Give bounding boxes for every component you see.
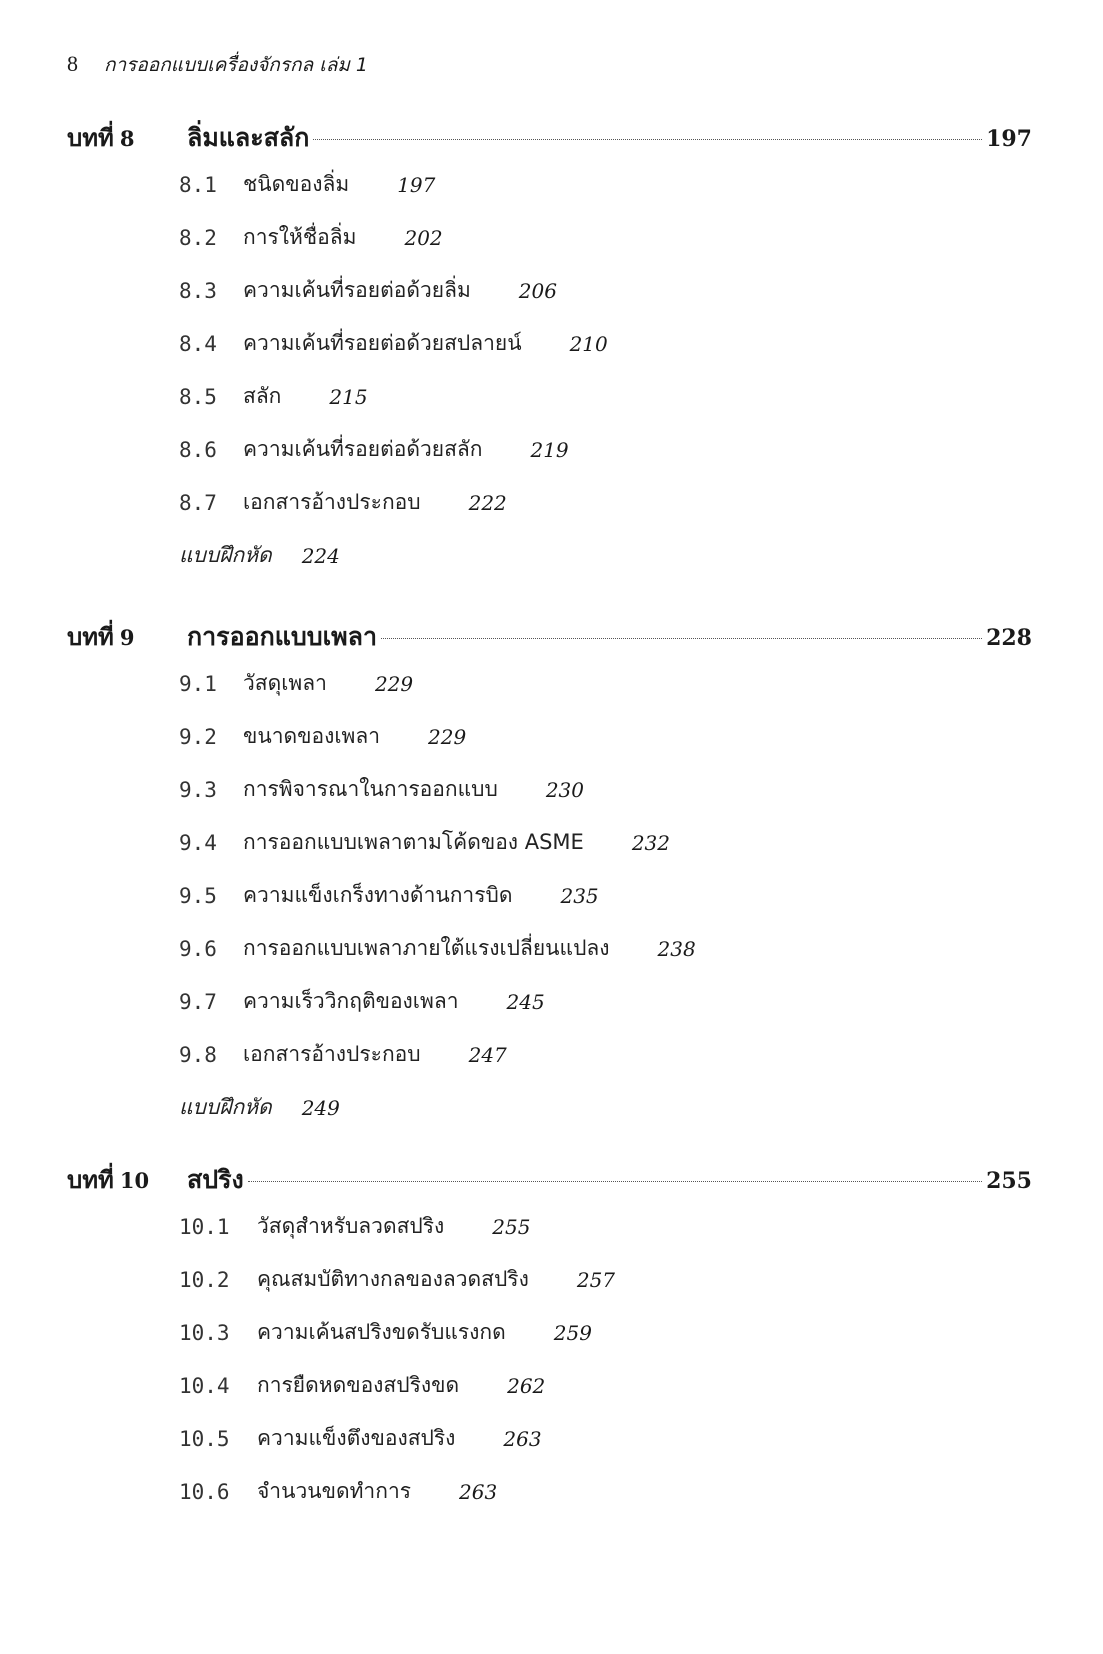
toc-item[interactable]: 10.1 วัสดุสำหรับลวดสปริง 255 (179, 1214, 531, 1239)
toc-item[interactable]: 8.3 ความเค้นที่รอยต่อด้วยลิ่ม 206 (179, 278, 557, 303)
toc-item[interactable]: 8.6 ความเค้นที่รอยต่อด้วยสลัก 219 (179, 437, 569, 462)
chapter-9 (67, 617, 1032, 1134)
chapter-label: บทที่ 8 (67, 124, 135, 152)
toc-item[interactable]: 8.1 ชนิดของลิ่ม 197 (179, 172, 436, 197)
chapter-heading[interactable] (67, 118, 1032, 158)
page-number: 8 (67, 51, 78, 76)
section-list (179, 657, 1032, 1134)
toc-item[interactable]: 9.8 เอกสารอ้างประกอบ 247 (179, 1042, 507, 1067)
chapter-page: 228 (986, 625, 1032, 651)
toc-item[interactable]: 9.2 ขนาดของเพลา 229 (179, 724, 467, 749)
toc-item[interactable]: 10.4 การยืดหดของสปริงขด 262 (179, 1373, 546, 1398)
chapter-page: 255 (986, 1168, 1032, 1194)
book-title: การออกแบบเครื่องจักรกล เล่ม 1 (104, 54, 368, 76)
toc-item[interactable]: 8.5 สลัก 215 (179, 384, 368, 409)
chapter-heading[interactable] (67, 617, 1032, 657)
toc-item[interactable]: 9.5 ความแข็งเกร็งทางด้านการบิด 235 (179, 883, 599, 908)
chapter-label: บทที่ 10 (67, 1166, 150, 1194)
toc-item[interactable]: 10.3 ความเค้นสปริงขดรับแรงกด 259 (179, 1320, 592, 1345)
dot-leader (381, 638, 982, 639)
toc-item[interactable]: 9.6 การออกแบบเพลาภายใต้แรงเปลี่ยนแปลง 238 (179, 936, 696, 961)
chapter-title: สปริง (187, 1165, 244, 1194)
chapter-heading[interactable] (67, 1160, 1032, 1200)
dot-leader (248, 1181, 982, 1182)
toc-item[interactable]: 8.4 ความเค้นที่รอยต่อด้วยสปลายน์ 210 (179, 331, 608, 356)
page-header (67, 50, 368, 80)
chapter-label: บทที่ 9 (67, 623, 135, 651)
toc-item[interactable]: 9.7 ความเร็ววิกฤติของเพลา 245 (179, 989, 545, 1014)
toc-item[interactable]: 9.4 การออกแบบเพลาตามโค้ดของ ASME 232 (179, 830, 671, 855)
exercise-item[interactable]: แบบฝึกหัด 249 (179, 1095, 340, 1120)
toc-item[interactable]: 10.5 ความแข็งตึงของสปริง 263 (179, 1426, 542, 1451)
section-list (179, 1200, 1032, 1518)
toc-item[interactable]: 9.3 การพิจารณาในการออกแบบ 230 (179, 777, 584, 802)
chapter-title: การออกแบบเพลา (187, 622, 378, 651)
toc-item[interactable]: 10.2 คุณสมบัติทางกลของลวดสปริง 257 (179, 1267, 616, 1292)
toc-item[interactable]: 9.1 วัสดุเพลา 229 (179, 671, 414, 696)
exercise-item[interactable]: แบบฝึกหัด 224 (179, 543, 340, 568)
chapter-page: 197 (986, 126, 1032, 152)
toc-item[interactable]: 8.7 เอกสารอ้างประกอบ 222 (179, 490, 507, 515)
chapter-10 (67, 1160, 1032, 1518)
section-list (179, 158, 1032, 582)
chapter-8 (67, 118, 1032, 582)
dot-leader (313, 139, 982, 140)
toc-item[interactable]: 10.6 จำนวนขดทำการ 263 (179, 1479, 498, 1504)
chapter-title: ลิ่มและสลัก (187, 123, 310, 152)
toc-item[interactable]: 8.2 การให้ชื่อลิ่ม 202 (179, 225, 443, 250)
